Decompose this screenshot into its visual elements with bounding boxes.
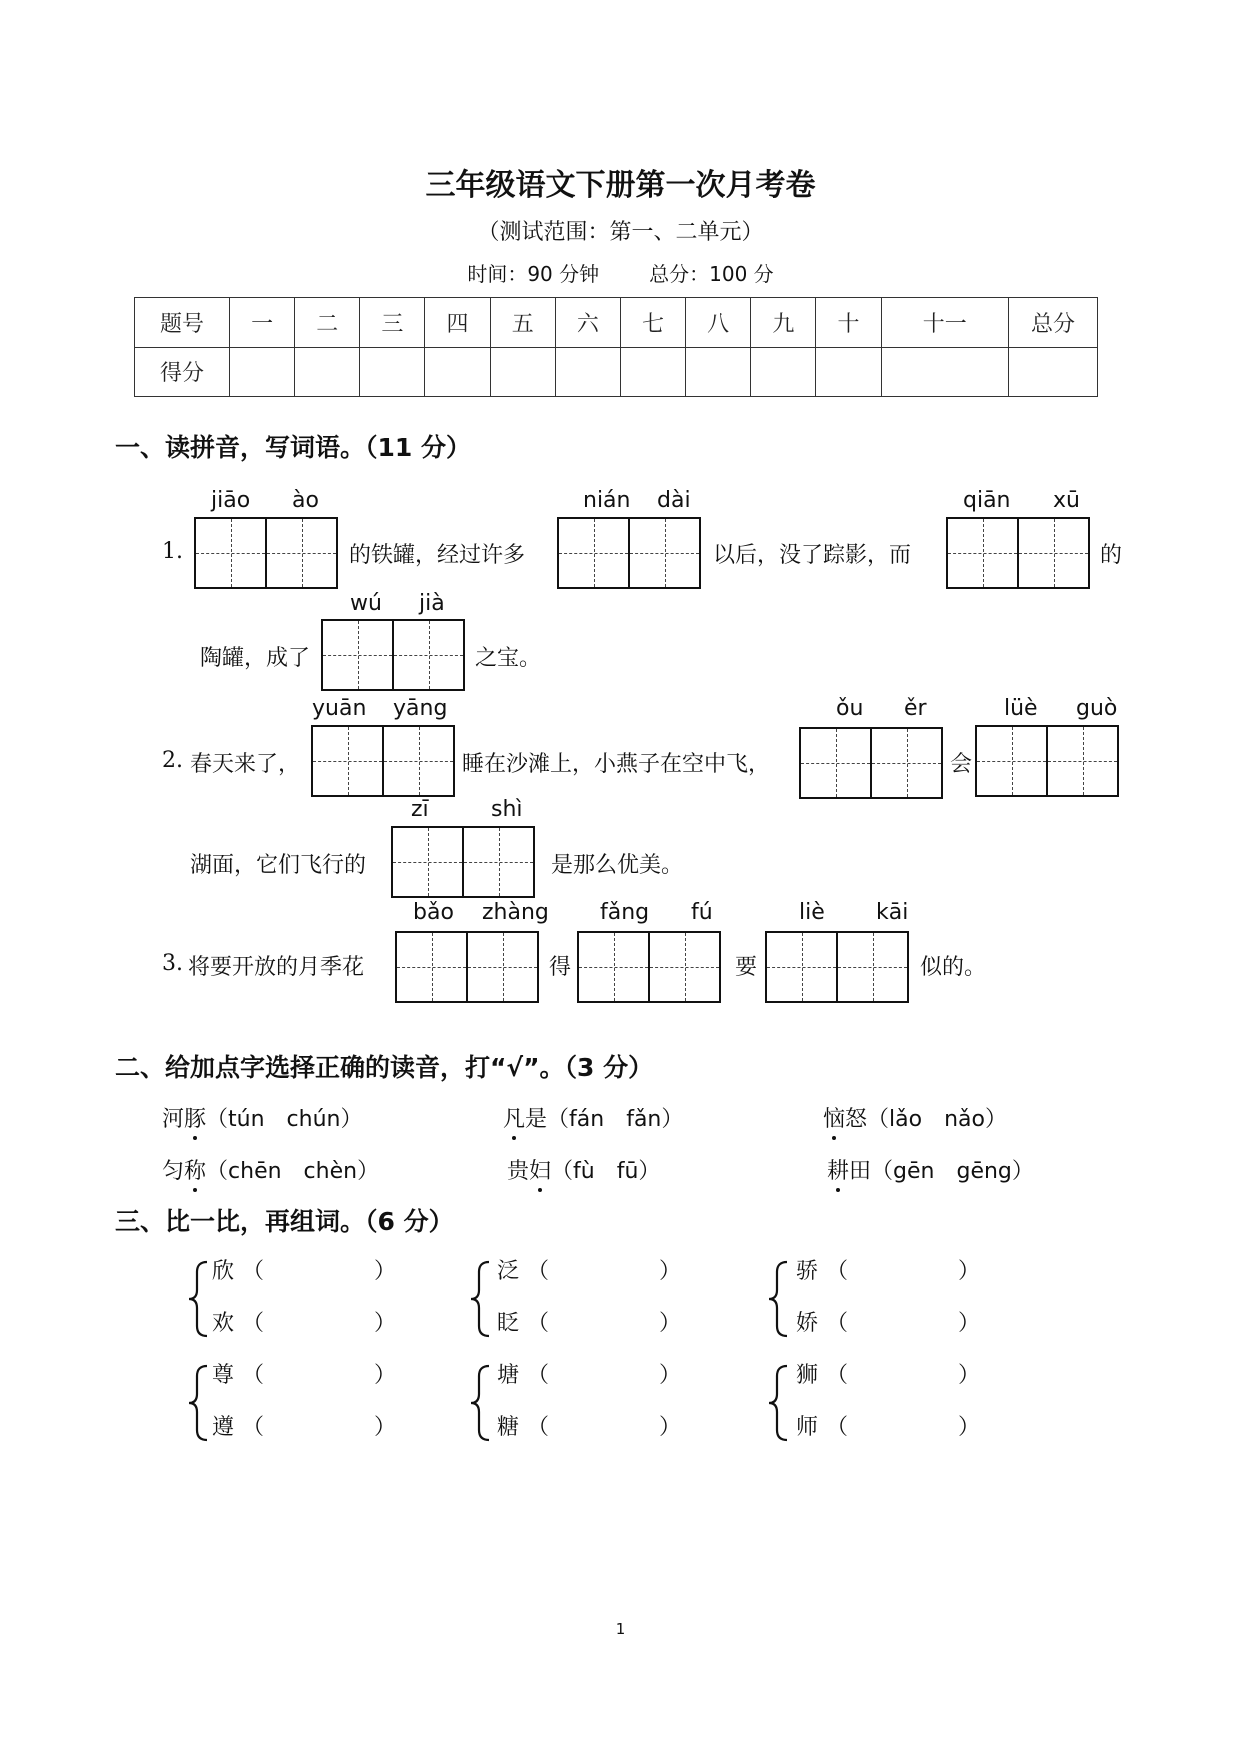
q2-number: 2. bbox=[162, 748, 183, 773]
word-blank[interactable] bbox=[268, 1362, 368, 1388]
score-table bbox=[134, 297, 1098, 397]
pinyin-options[interactable]: （fán fǎn） bbox=[547, 1107, 684, 1132]
word-blank[interactable] bbox=[553, 1258, 653, 1284]
dotted-char: 恼 bbox=[823, 1107, 846, 1132]
score-cell: 二 bbox=[295, 298, 360, 348]
grid-cell[interactable] bbox=[872, 727, 943, 799]
paren-left: （ bbox=[826, 1363, 849, 1388]
score-input-cell[interactable] bbox=[751, 347, 816, 397]
compare-char: 狮 bbox=[796, 1363, 819, 1388]
writing-grid[interactable] bbox=[311, 725, 455, 797]
score-input-cell[interactable] bbox=[295, 347, 360, 397]
paren-left: （ bbox=[242, 1311, 265, 1336]
paren-right: ） bbox=[659, 1415, 682, 1440]
pinyin-options[interactable]: （chēn chèn） bbox=[206, 1159, 380, 1184]
pinyin: bǎo bbox=[413, 900, 454, 925]
dotted-char: 豚 bbox=[184, 1107, 207, 1132]
paren-right: ） bbox=[958, 1363, 981, 1388]
pinyin: shì bbox=[491, 797, 523, 822]
compare-char: 娇 bbox=[796, 1311, 819, 1336]
brace-icon bbox=[467, 1362, 497, 1444]
writing-grid[interactable] bbox=[975, 725, 1119, 797]
grid-cell[interactable] bbox=[194, 517, 267, 589]
pinyin: jià bbox=[419, 591, 445, 616]
word-blank[interactable] bbox=[852, 1310, 952, 1336]
dotted-char: 称 bbox=[184, 1159, 207, 1184]
score-input-cell[interactable] bbox=[686, 347, 751, 397]
item-char: 贵 bbox=[507, 1159, 530, 1184]
paren-left: （ bbox=[242, 1259, 265, 1284]
paren-left: （ bbox=[242, 1415, 265, 1440]
pinyin: liè bbox=[799, 900, 825, 925]
brace-icon bbox=[185, 1258, 215, 1340]
section2-heading: 二、给加点字选择正确的读音，打“√”。（3 分） bbox=[115, 1053, 654, 1082]
grid-cell[interactable] bbox=[577, 931, 650, 1003]
grid-cell[interactable] bbox=[838, 931, 909, 1003]
paren-right: ） bbox=[958, 1415, 981, 1440]
compare-char: 眨 bbox=[497, 1311, 520, 1336]
item-char: 是 bbox=[525, 1107, 548, 1132]
compare-char: 骄 bbox=[796, 1259, 819, 1284]
score-table-header-row bbox=[135, 298, 1098, 348]
word-blank[interactable] bbox=[553, 1362, 653, 1388]
q2-text: 睡在沙滩上，小燕子在空中飞， bbox=[462, 752, 771, 777]
grid-cell[interactable] bbox=[946, 517, 1019, 589]
paren-right: ） bbox=[374, 1311, 397, 1336]
paren-right: ） bbox=[958, 1259, 981, 1284]
score-input-cell[interactable] bbox=[230, 347, 295, 397]
score-input-cell[interactable] bbox=[360, 347, 425, 397]
q3-text: 得 bbox=[549, 955, 572, 980]
grid-cell[interactable] bbox=[630, 517, 701, 589]
compare-char: 师 bbox=[796, 1415, 819, 1440]
paren-right: ） bbox=[374, 1363, 397, 1388]
pinyin: fǎng bbox=[600, 900, 650, 925]
grid-cell[interactable] bbox=[464, 826, 535, 898]
pinyin: xū bbox=[1053, 488, 1080, 513]
pronunciation-item bbox=[827, 1154, 1034, 1185]
paren-right: ） bbox=[659, 1311, 682, 1336]
paren-left: （ bbox=[527, 1363, 550, 1388]
writing-grid[interactable] bbox=[765, 931, 909, 1003]
grid-cell[interactable] bbox=[650, 931, 721, 1003]
writing-grid[interactable] bbox=[946, 517, 1090, 589]
word-blank[interactable] bbox=[268, 1414, 368, 1440]
brace-icon bbox=[467, 1258, 497, 1340]
pinyin: ěr bbox=[904, 696, 927, 721]
q2-text: 春天来了， bbox=[190, 752, 301, 777]
grid-cell[interactable] bbox=[765, 931, 838, 1003]
paren-left: （ bbox=[527, 1259, 550, 1284]
grid-cell[interactable] bbox=[311, 725, 384, 797]
q2-text: 会 bbox=[950, 752, 973, 777]
writing-grid[interactable] bbox=[321, 619, 465, 691]
writing-grid[interactable] bbox=[391, 826, 535, 898]
compare-char: 欢 bbox=[212, 1311, 235, 1336]
grid-cell[interactable] bbox=[1019, 517, 1090, 589]
grid-cell[interactable] bbox=[384, 725, 455, 797]
paren-left: （ bbox=[527, 1415, 550, 1440]
item-char: 怒 bbox=[845, 1107, 868, 1132]
pinyin: nián bbox=[583, 488, 631, 513]
paren-right: ） bbox=[958, 1311, 981, 1336]
score-row-label: 得分 bbox=[135, 347, 230, 397]
brace-icon bbox=[765, 1258, 795, 1340]
word-blank[interactable] bbox=[553, 1414, 653, 1440]
pinyin: yuān bbox=[312, 696, 367, 721]
compare-char: 遵 bbox=[212, 1415, 235, 1440]
item-char: 河 bbox=[162, 1107, 185, 1132]
pinyin: guò bbox=[1076, 696, 1118, 721]
score-cell: 总分 bbox=[1009, 298, 1098, 348]
writing-grid[interactable] bbox=[577, 931, 721, 1003]
pinyin-options[interactable]: （gēn gēng） bbox=[871, 1159, 1034, 1184]
page-title: 三年级语文下册第一次月考卷 bbox=[425, 168, 816, 203]
grid-cell[interactable] bbox=[975, 725, 1048, 797]
score-input-cell[interactable] bbox=[425, 347, 490, 397]
pinyin: zī bbox=[411, 797, 429, 822]
score-cell: 十 bbox=[816, 298, 881, 348]
item-char: 匀 bbox=[162, 1159, 185, 1184]
grid-cell[interactable] bbox=[1048, 725, 1119, 797]
q1-text: 之宝。 bbox=[475, 646, 542, 671]
grid-cell[interactable] bbox=[557, 517, 630, 589]
pinyin: lüè bbox=[1004, 696, 1038, 721]
q2-text: 湖面，它们飞行的 bbox=[190, 853, 367, 878]
word-blank[interactable] bbox=[852, 1258, 952, 1284]
pinyin: kāi bbox=[876, 900, 909, 925]
page-number: 1 bbox=[615, 1620, 626, 1638]
time-limit: 时间：90 分钟 bbox=[467, 262, 600, 286]
paren-left: （ bbox=[242, 1363, 265, 1388]
brace-icon bbox=[185, 1362, 215, 1444]
compare-char: 塘 bbox=[497, 1363, 520, 1388]
score-cell: 六 bbox=[555, 298, 620, 348]
pinyin: zhàng bbox=[482, 900, 549, 925]
exam-meta bbox=[0, 258, 1241, 287]
q1-text: 陶罐，成了 bbox=[200, 646, 311, 671]
pinyin: ǒu bbox=[836, 696, 864, 721]
grid-cell[interactable] bbox=[395, 931, 468, 1003]
word-blank[interactable] bbox=[268, 1258, 368, 1284]
q3-number: 3. bbox=[162, 951, 183, 976]
compare-char: 泛 bbox=[497, 1259, 520, 1284]
q1-number: 1. bbox=[162, 539, 183, 564]
pinyin: ào bbox=[292, 488, 319, 513]
section1-heading: 一、读拼音，写词语。（11 分） bbox=[115, 433, 471, 462]
pronunciation-item bbox=[162, 1102, 362, 1133]
writing-grid[interactable] bbox=[799, 727, 943, 799]
q1-text: 的 bbox=[1100, 543, 1123, 568]
score-cell: 七 bbox=[620, 298, 685, 348]
score-cell: 一 bbox=[230, 298, 295, 348]
score-input-cell[interactable] bbox=[881, 347, 1008, 397]
paren-left: （ bbox=[826, 1311, 849, 1336]
item-char: 田 bbox=[849, 1159, 872, 1184]
score-cell: 三 bbox=[360, 298, 425, 348]
grid-cell[interactable] bbox=[799, 727, 872, 799]
word-blank[interactable] bbox=[268, 1310, 368, 1336]
score-cell: 五 bbox=[490, 298, 555, 348]
paren-left: （ bbox=[826, 1259, 849, 1284]
dotted-char: 耕 bbox=[827, 1159, 850, 1184]
pinyin-options[interactable]: （tún chún） bbox=[206, 1107, 363, 1132]
q3-text: 将要开放的月季花 bbox=[188, 955, 365, 980]
grid-cell[interactable] bbox=[468, 931, 539, 1003]
score-input-cell[interactable] bbox=[555, 347, 620, 397]
pinyin: qiān bbox=[963, 488, 1011, 513]
q1-text: 以后，没了踪影，而 bbox=[713, 543, 912, 568]
paren-right: ） bbox=[374, 1259, 397, 1284]
score-cell: 九 bbox=[751, 298, 816, 348]
grid-cell[interactable] bbox=[391, 826, 464, 898]
compare-char: 尊 bbox=[212, 1363, 235, 1388]
paren-right: ） bbox=[659, 1363, 682, 1388]
paren-left: （ bbox=[527, 1311, 550, 1336]
score-cell: 题号 bbox=[135, 298, 230, 348]
writing-grid[interactable] bbox=[557, 517, 701, 589]
q2-text: 是那么优美。 bbox=[551, 853, 684, 878]
q3-text: 要 bbox=[735, 955, 758, 980]
word-blank[interactable] bbox=[852, 1362, 952, 1388]
compare-char: 糖 bbox=[497, 1415, 520, 1440]
pinyin: fú bbox=[691, 900, 713, 925]
score-input-cell[interactable] bbox=[1009, 347, 1098, 397]
brace-icon bbox=[765, 1362, 795, 1444]
pinyin: yāng bbox=[393, 696, 448, 721]
compare-char: 欣 bbox=[212, 1259, 235, 1284]
pronunciation-item bbox=[162, 1154, 379, 1185]
paren-right: ） bbox=[374, 1415, 397, 1440]
dotted-char: 凡 bbox=[503, 1107, 526, 1132]
q3-text: 似的。 bbox=[920, 955, 987, 980]
pinyin: jiāo bbox=[211, 488, 251, 513]
paren-left: （ bbox=[826, 1415, 849, 1440]
score-input-cell[interactable] bbox=[490, 347, 555, 397]
score-cell: 十一 bbox=[881, 298, 1008, 348]
grid-cell[interactable] bbox=[321, 619, 394, 691]
writing-grid[interactable] bbox=[395, 931, 539, 1003]
paren-right: ） bbox=[659, 1259, 682, 1284]
q1-text: 的铁罐，经过许多 bbox=[349, 543, 526, 568]
pronunciation-item bbox=[823, 1102, 1007, 1133]
writing-grid[interactable] bbox=[194, 517, 338, 589]
pinyin: dài bbox=[657, 488, 691, 513]
word-blank[interactable] bbox=[852, 1414, 952, 1440]
score-cell: 八 bbox=[686, 298, 751, 348]
pinyin: wú bbox=[350, 591, 382, 616]
score-input-cell[interactable] bbox=[620, 347, 685, 397]
section3-heading: 三、比一比，再组词。（6 分） bbox=[115, 1207, 454, 1236]
dotted-char: 妇 bbox=[529, 1159, 552, 1184]
word-blank[interactable] bbox=[553, 1310, 653, 1336]
total-score: 总分：100 分 bbox=[649, 262, 774, 286]
grid-cell[interactable] bbox=[267, 517, 338, 589]
score-table-score-row bbox=[135, 347, 1098, 397]
page-subtitle: （测试范围：第一、二单元） bbox=[477, 220, 764, 245]
pinyin-options[interactable]: （lǎo nǎo） bbox=[867, 1107, 1007, 1132]
pronunciation-item bbox=[507, 1154, 660, 1185]
pinyin-options[interactable]: （fù fū） bbox=[551, 1159, 661, 1184]
score-cell: 四 bbox=[425, 298, 490, 348]
pronunciation-item bbox=[503, 1102, 683, 1133]
grid-cell[interactable] bbox=[394, 619, 465, 691]
score-input-cell[interactable] bbox=[816, 347, 881, 397]
